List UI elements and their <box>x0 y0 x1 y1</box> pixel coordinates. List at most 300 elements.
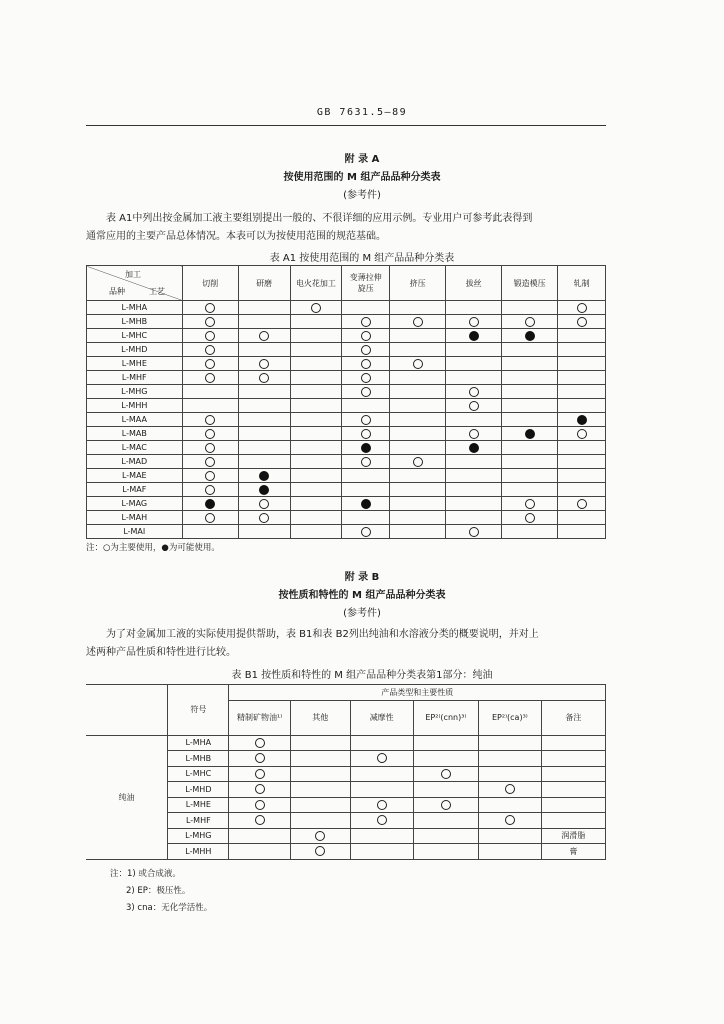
table-a1-cell <box>290 399 342 413</box>
main-use-circle-icon <box>413 359 423 369</box>
table-b1-cell <box>413 797 478 813</box>
table-b1-row-label: L-MHH <box>168 844 229 860</box>
table-a1-corner-header <box>87 266 183 301</box>
table-a1-cell <box>238 497 290 511</box>
table-a1-cell <box>342 399 390 413</box>
table-a1-cell <box>446 371 502 385</box>
table-row <box>87 483 606 497</box>
table-b1-symbol-header: 符号 <box>168 685 229 736</box>
table-a1-cell <box>390 357 446 371</box>
table-a1-cell <box>558 371 606 385</box>
main-use-circle-icon <box>525 499 535 509</box>
main-use-circle-icon <box>441 769 451 779</box>
appendix-b-title: 按性质和特性的 M 组产品品种分类表 <box>278 590 446 601</box>
table-a1-cell <box>342 315 390 329</box>
table-a1-cell <box>502 497 558 511</box>
main-use-circle-icon <box>255 753 265 763</box>
table-a1-cell <box>446 357 502 371</box>
table-a1-row-label: L-MHC <box>87 329 183 343</box>
table-b1-cell <box>229 828 290 844</box>
main-use-circle-icon <box>361 527 371 537</box>
table-b1-cell <box>541 782 605 798</box>
main-use-circle-icon <box>205 471 215 481</box>
table-a1 <box>86 265 606 539</box>
table-b1-cell <box>350 797 413 813</box>
table-row <box>87 315 606 329</box>
table-a1-cell <box>502 413 558 427</box>
main-use-circle-icon <box>469 387 479 397</box>
table-a1-cell <box>342 343 390 357</box>
main-use-circle-icon <box>205 373 215 383</box>
table-a1-row-label: L-MHA <box>87 301 183 315</box>
table-b1-cell <box>229 782 290 798</box>
table-a1-cell <box>342 469 390 483</box>
table-a1-row-label: L-MAG <box>87 497 183 511</box>
table-a1-note: 注：○为主要使用，●为可能使用。 <box>86 543 220 553</box>
main-use-circle-icon <box>361 429 371 439</box>
table-a1-cell <box>502 329 558 343</box>
corner-process-label: 加工 <box>125 270 141 279</box>
table-b1-cell <box>350 844 413 860</box>
table-row <box>87 441 606 455</box>
possible-use-dot-icon <box>361 443 371 453</box>
table-a1-cell <box>390 469 446 483</box>
table-a1-column-header: 轧制 <box>558 266 606 301</box>
table-b1-column-header: 精制矿物油¹⁾ <box>229 700 290 735</box>
table-b1-cell <box>229 844 290 860</box>
table-b1-cell <box>478 828 541 844</box>
table-b1-column-header: 减摩性 <box>350 700 413 735</box>
table-b1-row-label: L-MHA <box>168 735 229 751</box>
main-use-circle-icon <box>469 527 479 537</box>
main-use-circle-icon <box>525 513 535 523</box>
table-a1-cell <box>390 343 446 357</box>
table-a1-cell <box>342 441 390 455</box>
table-a1-column-header: 挤压 <box>390 266 446 301</box>
table-a1-cell <box>290 343 342 357</box>
table-row <box>86 735 606 751</box>
table-a1-caption: 表 A1 按使用范围的 M 组产品品种分类表 <box>269 253 455 264</box>
table-a1-row-label: L-MHF <box>87 371 183 385</box>
main-use-circle-icon <box>361 331 371 341</box>
possible-use-dot-icon <box>525 331 535 341</box>
table-a1-cell <box>238 427 290 441</box>
table-a1-cell <box>390 427 446 441</box>
appendix-b-subtitle: (参考件) <box>343 608 381 619</box>
table-a1-cell <box>390 315 446 329</box>
appendix-b-paragraph-2: 述两种产品性质和特性进行比较。 <box>86 647 236 658</box>
main-use-circle-icon <box>469 401 479 411</box>
table-b1-cell <box>413 844 478 860</box>
table-a1-cell <box>502 385 558 399</box>
table-b1-group-header: 产品类型和主要性质 <box>229 685 606 701</box>
main-use-circle-icon <box>361 317 371 327</box>
main-use-circle-icon <box>361 345 371 355</box>
table-a1-cell <box>390 301 446 315</box>
table-b1-cell <box>229 751 290 767</box>
table-b1-cell <box>350 766 413 782</box>
table-a1-row-label: L-MHH <box>87 399 183 413</box>
table-a1-cell <box>342 525 390 539</box>
table-b1-group-label: 纯油 <box>86 735 168 859</box>
table-a1-cell <box>390 441 446 455</box>
table-b1-cell <box>350 751 413 767</box>
table-b1-column-header: 备注 <box>541 700 605 735</box>
main-use-circle-icon <box>259 359 269 369</box>
table-a1-cell <box>390 329 446 343</box>
table-row <box>87 301 606 315</box>
main-use-circle-icon <box>361 457 371 467</box>
main-use-circle-icon <box>413 317 423 327</box>
table-b1-row-label: L-MHE <box>168 797 229 813</box>
table-b1-note-1: 注：1) 或合成液。 <box>110 869 181 879</box>
possible-use-dot-icon <box>205 499 215 509</box>
main-use-circle-icon <box>577 317 587 327</box>
table-a1-cell <box>290 483 342 497</box>
table-a1-row-label: L-MAA <box>87 413 183 427</box>
main-use-circle-icon <box>205 457 215 467</box>
table-a1-cell <box>182 525 238 539</box>
table-b1-cell <box>478 735 541 751</box>
table-b1-cell <box>413 735 478 751</box>
table-b1-cell <box>541 735 605 751</box>
table-a1-cell <box>238 343 290 357</box>
table-a1-cell <box>446 441 502 455</box>
table-b1-column-header: 其他 <box>290 700 350 735</box>
table-a1-cell <box>390 455 446 469</box>
table-a1-cell <box>342 385 390 399</box>
table-a1-column-header: 变薄拉伸旋压 <box>342 266 390 301</box>
table-a1-cell <box>290 329 342 343</box>
table-a1-cell <box>238 469 290 483</box>
table-b1-row-label: L-MHD <box>168 782 229 798</box>
table-b1-cell <box>478 766 541 782</box>
table-a1-cell <box>558 441 606 455</box>
main-use-circle-icon <box>377 753 387 763</box>
table-b1-blank-header <box>86 685 168 736</box>
table-a1-cell <box>182 469 238 483</box>
main-use-circle-icon <box>255 769 265 779</box>
table-row <box>87 357 606 371</box>
table-a1-cell <box>558 525 606 539</box>
table-a1-cell <box>290 315 342 329</box>
table-a1-column-header: 研磨 <box>238 266 290 301</box>
table-a1-cell <box>390 385 446 399</box>
table-b1-note-2: 2) EP：极压性。 <box>126 886 191 896</box>
table-row <box>87 525 606 539</box>
table-a1-row-label: L-MAE <box>87 469 183 483</box>
table-a1-cell <box>558 385 606 399</box>
main-use-circle-icon <box>377 800 387 810</box>
table-a1-row-label: L-MHG <box>87 385 183 399</box>
table-a1-cell <box>182 371 238 385</box>
table-a1-cell <box>290 371 342 385</box>
main-use-circle-icon <box>205 415 215 425</box>
table-row <box>87 497 606 511</box>
table-a1-cell <box>342 497 390 511</box>
main-use-circle-icon <box>205 359 215 369</box>
table-a1-cell <box>238 511 290 525</box>
table-a1-cell <box>446 511 502 525</box>
table-b1-cell <box>478 844 541 860</box>
main-use-circle-icon <box>205 331 215 341</box>
table-a1-row-label: L-MAF <box>87 483 183 497</box>
table-row <box>87 511 606 525</box>
table-b1-row-label: L-MHG <box>168 828 229 844</box>
table-a1-cell <box>558 301 606 315</box>
main-use-circle-icon <box>361 415 371 425</box>
table-a1-cell <box>446 399 502 413</box>
table-row <box>87 399 606 413</box>
table-a1-cell <box>342 329 390 343</box>
table-a1-row-label: L-MAH <box>87 511 183 525</box>
table-a1-cell <box>238 357 290 371</box>
table-a1-cell <box>558 399 606 413</box>
main-use-circle-icon <box>205 443 215 453</box>
main-use-circle-icon <box>255 815 265 825</box>
table-a1-cell <box>502 483 558 497</box>
table-b1-cell <box>350 735 413 751</box>
table-a1-cell <box>182 497 238 511</box>
table-a1-cell <box>502 441 558 455</box>
table-b1-cell <box>290 844 350 860</box>
table-a1-cell <box>238 399 290 413</box>
table-a1-cell <box>446 385 502 399</box>
table-a1-cell <box>290 455 342 469</box>
table-a1-cell <box>342 413 390 427</box>
appendix-a-paragraph-1: 表 A1中列出按金属加工液主要组别提出一般的、不很详细的应用示例。专业用户可参考此表得到 <box>106 213 533 224</box>
table-row <box>87 371 606 385</box>
main-use-circle-icon <box>525 317 535 327</box>
table-a1-cell <box>238 441 290 455</box>
table-b1-cell <box>229 766 290 782</box>
table-a1-cell <box>446 525 502 539</box>
table-b1-cell <box>290 797 350 813</box>
main-use-circle-icon <box>205 485 215 495</box>
corner-variety-label: 品种 <box>109 287 125 296</box>
table-a1-cell <box>290 441 342 455</box>
main-use-circle-icon <box>259 373 269 383</box>
table-b1-cell <box>478 797 541 813</box>
table-a1-row-label: L-MHB <box>87 315 183 329</box>
table-b1-cell <box>290 813 350 829</box>
table-a1-cell <box>238 329 290 343</box>
table-b1-cell <box>413 766 478 782</box>
table-b1-cell <box>413 828 478 844</box>
table-row <box>87 385 606 399</box>
table-b1-cell <box>541 797 605 813</box>
main-use-circle-icon <box>205 303 215 313</box>
table-a1-cell <box>342 511 390 525</box>
main-use-circle-icon <box>361 373 371 383</box>
table-b1-cell <box>290 766 350 782</box>
table-a1-cell <box>182 441 238 455</box>
table-a1-cell <box>390 371 446 385</box>
table-b1 <box>86 684 606 860</box>
main-use-circle-icon <box>311 303 321 313</box>
document-number: GB 7631.5—89 <box>316 107 408 118</box>
table-row <box>87 413 606 427</box>
table-b1-cell <box>350 828 413 844</box>
table-a1-cell <box>342 301 390 315</box>
corner-craft-label: 工艺 <box>149 287 165 296</box>
table-a1-column-header: 锻造模压 <box>502 266 558 301</box>
table-a1-cell <box>502 455 558 469</box>
table-a1-cell <box>182 357 238 371</box>
table-a1-cell <box>390 413 446 427</box>
table-b1-cell <box>413 813 478 829</box>
table-a1-cell <box>342 357 390 371</box>
main-use-circle-icon <box>315 846 325 856</box>
table-a1-cell <box>446 469 502 483</box>
main-use-circle-icon <box>413 457 423 467</box>
table-b1-column-header: EP²⁾(cnn)³⁾ <box>413 700 478 735</box>
table-row <box>87 427 606 441</box>
table-row <box>87 343 606 357</box>
table-a1-cell <box>390 497 446 511</box>
table-a1-cell <box>502 315 558 329</box>
table-a1-cell <box>342 371 390 385</box>
table-a1-cell <box>238 385 290 399</box>
main-use-circle-icon <box>259 331 269 341</box>
appendix-a-subtitle: (参考件) <box>343 190 381 201</box>
table-a1-cell <box>290 511 342 525</box>
table-a1-cell <box>558 413 606 427</box>
table-a1-cell <box>182 399 238 413</box>
main-use-circle-icon <box>255 784 265 794</box>
table-a1-column-header: 电火花加工 <box>290 266 342 301</box>
table-a1-cell <box>502 357 558 371</box>
table-b1-cell <box>229 735 290 751</box>
main-use-circle-icon <box>205 429 215 439</box>
table-a1-cell <box>238 413 290 427</box>
appendix-a-heading: 附 录 A <box>344 154 380 165</box>
table-a1-cell <box>182 329 238 343</box>
table-b1-cell <box>478 813 541 829</box>
table-b1-cell <box>290 751 350 767</box>
possible-use-dot-icon <box>259 471 269 481</box>
table-a1-cell <box>446 343 502 357</box>
table-a1-cell <box>342 455 390 469</box>
table-a1-cell <box>502 343 558 357</box>
table-row <box>87 329 606 343</box>
table-a1-cell <box>446 455 502 469</box>
table-a1-cell <box>446 413 502 427</box>
table-a1-cell <box>238 525 290 539</box>
table-a1-cell <box>558 427 606 441</box>
main-use-circle-icon <box>505 815 515 825</box>
main-use-circle-icon <box>361 387 371 397</box>
table-a1-cell <box>182 511 238 525</box>
possible-use-dot-icon <box>577 415 587 425</box>
appendix-b-paragraph-1: 为了对金属加工液的实际使用提供帮助，表 B1和表 B2列出纯油和水溶液分类的概要说明，并对上 <box>106 629 539 640</box>
main-use-circle-icon <box>205 317 215 327</box>
table-b1-cell <box>290 782 350 798</box>
table-b1-cell <box>229 797 290 813</box>
table-a1-cell <box>558 469 606 483</box>
main-use-circle-icon <box>255 800 265 810</box>
table-b1-cell <box>290 828 350 844</box>
table-a1-cell <box>390 511 446 525</box>
table-a1-column-header: 切削 <box>182 266 238 301</box>
table-a1-cell <box>502 525 558 539</box>
appendix-b-heading: 附 录 B <box>344 572 380 583</box>
table-a1-cell <box>182 413 238 427</box>
table-b1-cell <box>478 782 541 798</box>
table-row <box>87 455 606 469</box>
main-use-circle-icon <box>255 738 265 748</box>
table-a1-cell <box>290 469 342 483</box>
table-a1-cell <box>342 483 390 497</box>
main-use-circle-icon <box>577 499 587 509</box>
table-b1-cell <box>478 751 541 767</box>
table-a1-cell <box>342 427 390 441</box>
table-a1-cell <box>502 511 558 525</box>
main-use-circle-icon <box>505 784 515 794</box>
table-b1-cell: 膏 <box>541 844 605 860</box>
main-use-circle-icon <box>469 429 479 439</box>
main-use-circle-icon <box>259 499 269 509</box>
table-a1-cell <box>558 315 606 329</box>
table-a1-cell <box>182 427 238 441</box>
table-b1-cell <box>229 813 290 829</box>
table-a1-cell <box>182 385 238 399</box>
table-a1-row-label: L-MHD <box>87 343 183 357</box>
table-a1-cell <box>238 315 290 329</box>
table-a1-cell <box>238 483 290 497</box>
table-a1-cell <box>238 301 290 315</box>
table-a1-cell <box>182 343 238 357</box>
table-a1-cell <box>502 469 558 483</box>
table-a1-cell <box>290 413 342 427</box>
table-a1-cell <box>182 315 238 329</box>
header-rule <box>86 125 606 126</box>
table-b1-column-header: EP²⁾(ca)³⁾ <box>478 700 541 735</box>
table-b1-cell <box>290 735 350 751</box>
main-use-circle-icon <box>259 513 269 523</box>
table-a1-row-label: L-MAB <box>87 427 183 441</box>
table-a1-cell <box>446 427 502 441</box>
table-a1-cell <box>446 497 502 511</box>
possible-use-dot-icon <box>469 331 479 341</box>
main-use-circle-icon <box>441 800 451 810</box>
table-a1-cell <box>290 525 342 539</box>
table-a1-cell <box>502 399 558 413</box>
main-use-circle-icon <box>315 831 325 841</box>
table-a1-cell <box>558 343 606 357</box>
table-a1-cell <box>446 483 502 497</box>
main-use-circle-icon <box>205 513 215 523</box>
table-b1-cell <box>413 782 478 798</box>
possible-use-dot-icon <box>525 429 535 439</box>
table-a1-cell <box>558 483 606 497</box>
table-a1-column-header: 拔丝 <box>446 266 502 301</box>
table-a1-cell <box>446 315 502 329</box>
main-use-circle-icon <box>361 359 371 369</box>
table-a1-cell <box>238 371 290 385</box>
table-b1-cell <box>350 782 413 798</box>
table-a1-cell <box>446 301 502 315</box>
table-a1-cell <box>238 455 290 469</box>
table-row <box>87 469 606 483</box>
table-a1-cell <box>558 511 606 525</box>
table-a1-cell <box>558 357 606 371</box>
table-b1-caption: 表 B1 按性质和特性的 M 组产品品种分类表第1部分：纯油 <box>231 670 493 681</box>
table-a1-row-label: L-MAC <box>87 441 183 455</box>
table-a1-cell <box>390 399 446 413</box>
table-a1-cell <box>390 483 446 497</box>
table-a1-cell <box>290 301 342 315</box>
